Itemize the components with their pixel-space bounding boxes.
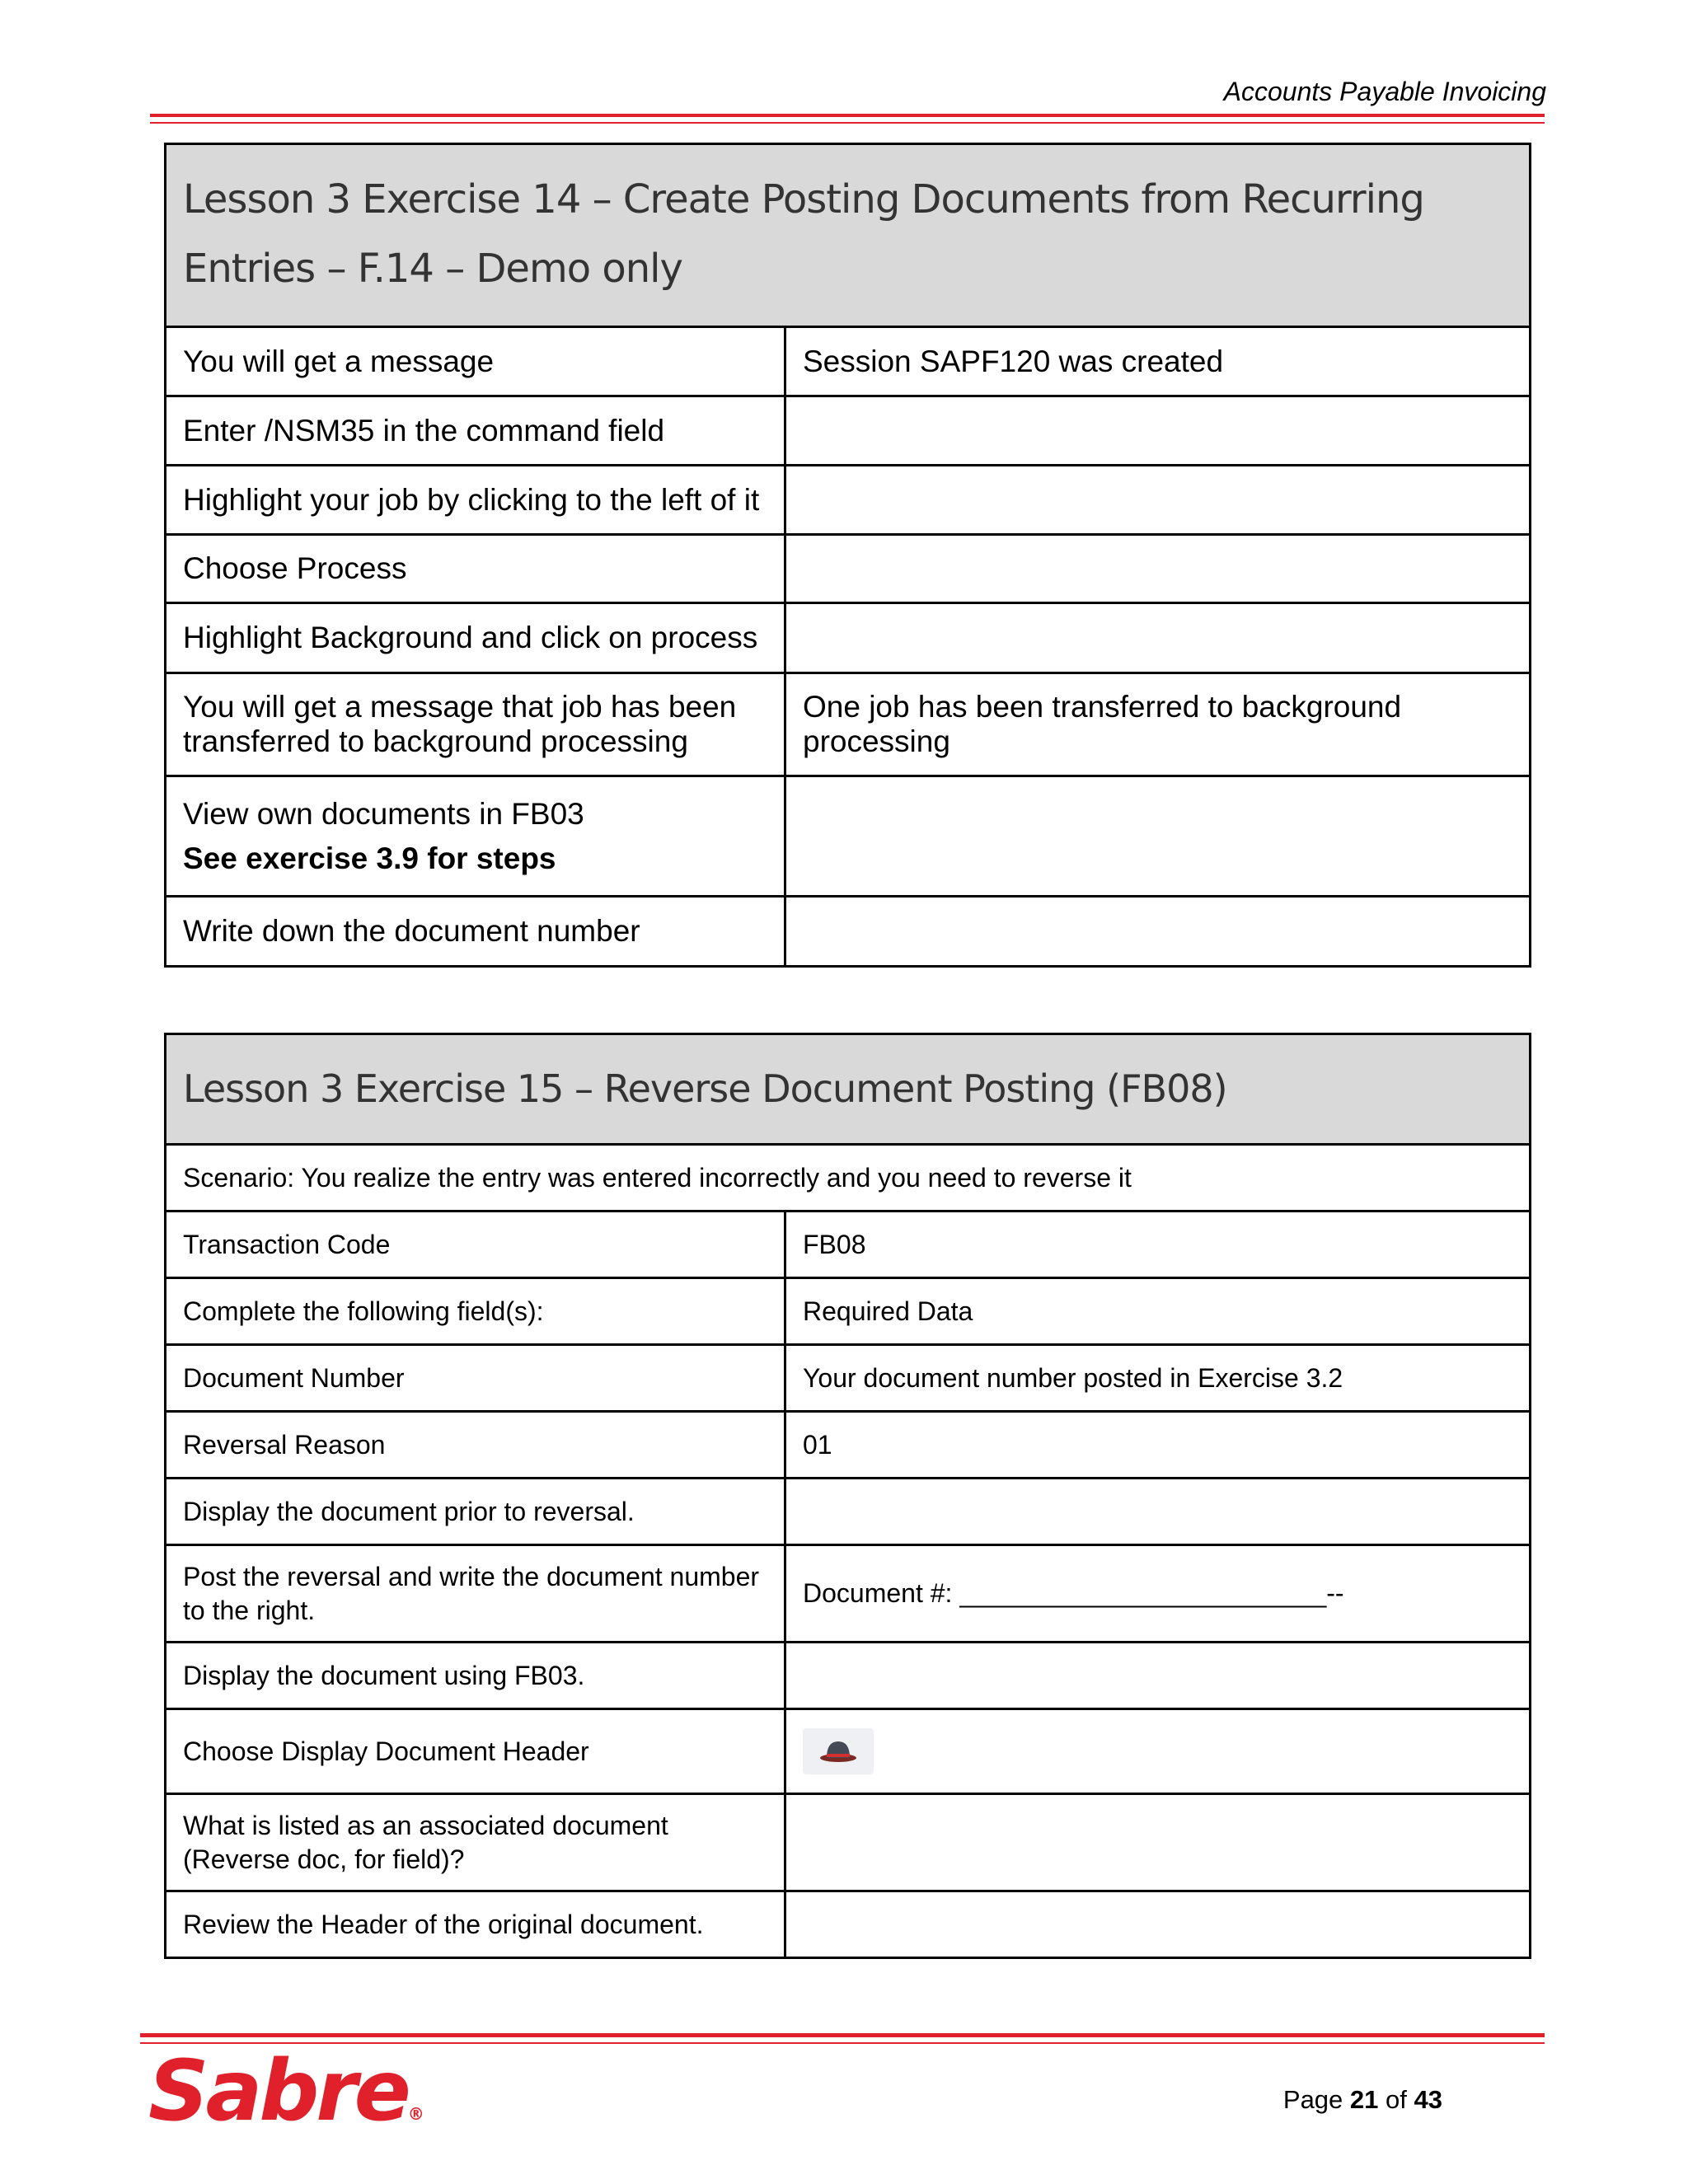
detail-cell: Your document number posted in Exercise 3.2 <box>785 1345 1531 1412</box>
step-cell: You will get a message <box>166 327 785 396</box>
step-cell: Highlight your job by clicking to the left of it <box>166 466 785 535</box>
detail-cell <box>785 466 1531 535</box>
page-current: 21 <box>1349 2085 1379 2114</box>
running-header: Accounts Payable Invoicing <box>1223 77 1546 106</box>
exercise-14-title: Lesson 3 Exercise 14 – Create Posting Documents from Recurring Entries – F.14 – Demo only <box>166 144 1531 327</box>
header-rule <box>150 114 1545 117</box>
table-row <box>166 1345 1531 1412</box>
header-rule-thin <box>150 122 1545 124</box>
page-of: of <box>1386 2085 1407 2114</box>
detail-cell <box>785 897 1531 967</box>
table-row <box>166 1212 1531 1278</box>
table-row <box>166 1709 1531 1794</box>
display-document-header-hat-icon <box>803 1728 874 1774</box>
page-label: Page <box>1282 2085 1343 2114</box>
table-row <box>166 1891 1531 1958</box>
detail-cell: One job has been transferred to background processing <box>785 673 1531 776</box>
logo-text: Sabre <box>148 2042 408 2140</box>
step-cell: Write down the document number <box>166 897 785 967</box>
page-number <box>1283 2085 1442 2115</box>
detail-cell <box>785 1891 1531 1958</box>
detail-cell <box>785 1709 1531 1794</box>
step-cell: Display the document using FB03. <box>166 1643 785 1709</box>
step-text: View own documents in FB03 <box>183 796 584 831</box>
table-row <box>166 535 1531 603</box>
page-total: 43 <box>1414 2085 1442 2114</box>
table-row <box>166 673 1531 776</box>
step-cell: Post the reversal and write the document number to the right. <box>166 1545 785 1643</box>
detail-cell <box>785 776 1531 897</box>
step-cell: Highlight Background and click on process <box>166 603 785 673</box>
detail-cell: Session SAPF120 was created <box>785 327 1531 396</box>
step-cell: Complete the following field(s): <box>166 1278 785 1345</box>
step-cell <box>166 776 785 897</box>
table-row <box>166 1479 1531 1545</box>
table-row <box>166 466 1531 535</box>
step-cell: Display the document prior to reversal. <box>166 1479 785 1545</box>
detail-cell <box>785 1643 1531 1709</box>
table-row <box>166 327 1531 396</box>
table-row <box>166 396 1531 466</box>
step-cell: Choose Process <box>166 535 785 603</box>
exercise-14-table <box>164 143 1531 968</box>
table-row <box>166 1545 1531 1643</box>
step-cell: Document Number <box>166 1345 785 1412</box>
table-row <box>166 1278 1531 1345</box>
detail-cell <box>785 1479 1531 1545</box>
exercise-15-table <box>164 1033 1531 1959</box>
detail-cell: 01 <box>785 1412 1531 1479</box>
step-cell: Reversal Reason <box>166 1412 785 1479</box>
step-cell: Transaction Code <box>166 1212 785 1278</box>
detail-cell: FB08 <box>785 1212 1531 1278</box>
table-row <box>166 897 1531 967</box>
detail-cell <box>785 535 1531 603</box>
step-cell: Review the Header of the original document. <box>166 1891 785 1958</box>
table-row <box>166 1412 1531 1479</box>
step-cell: What is listed as an associated document (Reverse doc, for field)? <box>166 1794 785 1891</box>
table-row <box>166 603 1531 673</box>
table-row <box>166 1145 1531 1212</box>
exercise-15-title: Lesson 3 Exercise 15 – Reverse Document Posting (FB08) <box>166 1034 1531 1145</box>
sabre-logo <box>148 2042 424 2140</box>
step-cell: Choose Display Document Header <box>166 1709 785 1794</box>
scenario-cell: Scenario: You realize the entry was entered incorrectly and you need to reverse it <box>166 1145 1531 1212</box>
detail-cell: Required Data <box>785 1278 1531 1345</box>
detail-cell: Document #: _________________________-- <box>785 1545 1531 1643</box>
detail-cell <box>785 1794 1531 1891</box>
table-row <box>166 1794 1531 1891</box>
step-note: See exercise 3.9 for steps <box>183 841 556 875</box>
step-cell: Enter /NSM35 in the command field <box>166 396 785 466</box>
detail-cell <box>785 396 1531 466</box>
detail-cell <box>785 603 1531 673</box>
step-cell: You will get a message that job has been transferred to background processing <box>166 673 785 776</box>
table-row <box>166 776 1531 897</box>
registered-mark: ® <box>407 2104 424 2124</box>
table-row <box>166 1643 1531 1709</box>
footer-rule <box>140 2033 1545 2037</box>
